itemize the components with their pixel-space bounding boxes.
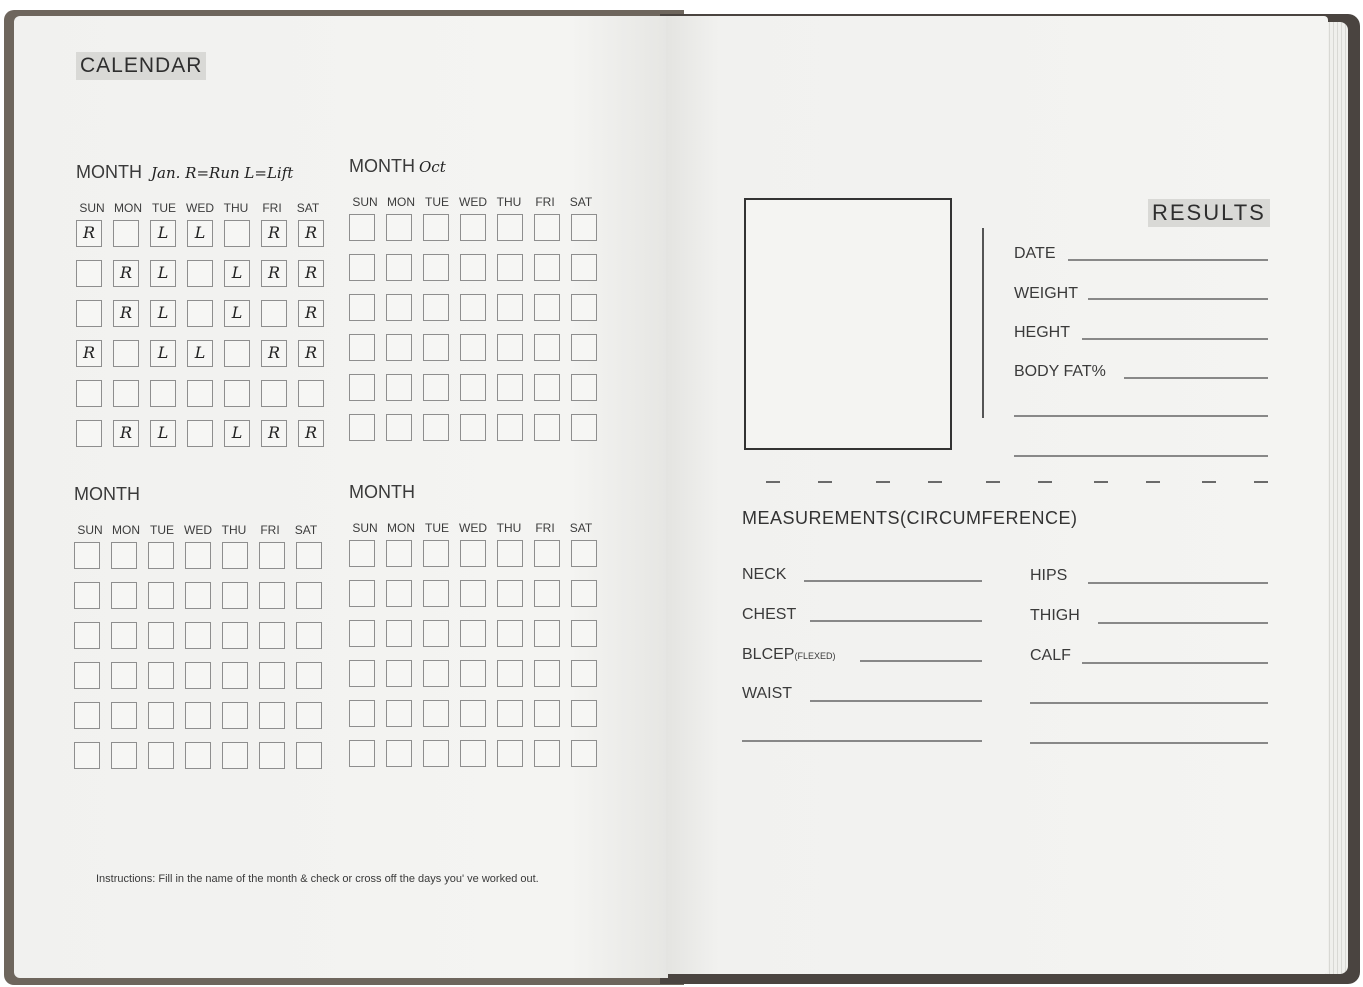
calendar-month-3 — [74, 484, 322, 769]
day-checkbox[interactable] — [187, 380, 213, 407]
day-checkbox[interactable]: L — [150, 220, 176, 247]
day-name: MON — [387, 521, 415, 535]
measurements-title: MEASUREMENTS(CIRCUMFERENCE) — [742, 508, 1078, 528]
day-checkbox[interactable] — [349, 700, 375, 727]
day-name: SUN — [79, 201, 105, 215]
day-checkbox[interactable] — [150, 380, 176, 407]
day-checkbox[interactable] — [148, 542, 174, 569]
day-checkbox[interactable] — [460, 414, 486, 441]
day-checkbox[interactable] — [349, 540, 375, 567]
day-checkbox[interactable] — [386, 740, 412, 767]
bicep-note: (FLEXED) — [794, 651, 836, 661]
day-checkbox[interactable] — [76, 420, 102, 447]
day-checkbox[interactable] — [423, 254, 449, 281]
day-checkbox[interactable] — [349, 294, 375, 321]
day-checkbox[interactable]: L — [150, 300, 176, 327]
field-date: DATE — [1014, 245, 1056, 262]
day-checkbox[interactable] — [222, 582, 248, 609]
day-name: SAT — [569, 521, 593, 535]
calendar-month-2 — [349, 156, 597, 441]
dash-divider — [1202, 481, 1216, 483]
month-heading — [349, 156, 597, 177]
field-thigh: THIGH — [1030, 607, 1080, 624]
day-name: SAT — [294, 523, 318, 537]
day-checkbox[interactable]: L — [187, 220, 213, 247]
extra-right-line-1 — [1030, 702, 1268, 704]
month-heading — [76, 162, 324, 183]
day-name: MON — [112, 523, 140, 537]
day-checkbox[interactable] — [460, 540, 486, 567]
day-checkbox[interactable] — [386, 254, 412, 281]
day-checkbox[interactable] — [74, 582, 100, 609]
day-checkbox[interactable] — [187, 420, 213, 447]
day-checkbox[interactable] — [296, 542, 322, 569]
field-height: HEGHT — [1014, 324, 1070, 341]
day-checkbox[interactable] — [185, 742, 211, 769]
day-grid — [74, 542, 322, 769]
day-checkbox[interactable] — [497, 254, 523, 281]
day-checkbox[interactable] — [111, 662, 137, 689]
day-checkbox[interactable] — [224, 220, 250, 247]
day-checkbox[interactable]: R — [113, 420, 139, 447]
dash-divider — [1146, 481, 1160, 483]
day-checkbox[interactable] — [148, 742, 174, 769]
day-name: SAT — [296, 201, 320, 215]
calendar-month-1 — [76, 162, 324, 447]
day-checkbox[interactable] — [74, 702, 100, 729]
day-name: WED — [184, 523, 212, 537]
day-checkbox[interactable] — [386, 660, 412, 687]
day-name: FRI — [260, 523, 280, 537]
day-checkbox[interactable] — [534, 540, 560, 567]
chest-line — [810, 620, 982, 622]
day-checkbox[interactable] — [386, 334, 412, 361]
field-calf: CALF — [1030, 647, 1071, 664]
day-name: SUN — [352, 195, 378, 209]
handwritten-month: Jan. R=Run L=Lift — [151, 164, 294, 182]
day-checkbox[interactable] — [113, 380, 139, 407]
day-checkbox[interactable] — [534, 254, 560, 281]
day-checkbox[interactable]: R — [298, 220, 324, 247]
day-checkbox[interactable] — [349, 254, 375, 281]
day-checkbox[interactable] — [460, 214, 486, 241]
day-checkbox[interactable] — [185, 702, 211, 729]
day-checkbox[interactable] — [113, 340, 139, 367]
month-heading — [349, 482, 597, 503]
day-checkbox[interactable] — [423, 294, 449, 321]
day-checkbox[interactable] — [497, 580, 523, 607]
day-checkbox[interactable] — [460, 700, 486, 727]
day-name: FRI — [262, 201, 282, 215]
day-checkbox[interactable] — [148, 662, 174, 689]
day-checkbox[interactable] — [460, 660, 486, 687]
neck-line — [804, 580, 982, 582]
calendar-month-4 — [349, 482, 597, 767]
day-name: WED — [186, 201, 214, 215]
day-checkbox[interactable] — [76, 300, 102, 327]
day-checkbox[interactable] — [497, 414, 523, 441]
dash-divider — [986, 481, 1000, 483]
dash-divider — [1254, 481, 1268, 483]
day-checkbox[interactable] — [386, 374, 412, 401]
day-checkbox[interactable] — [497, 334, 523, 361]
day-checkbox[interactable] — [259, 622, 285, 649]
instructions-text: Instructions: Fill in the name of the month & check or cross off the days you' ve worked out. — [96, 873, 539, 885]
day-checkbox[interactable] — [349, 334, 375, 361]
day-checkbox[interactable] — [148, 622, 174, 649]
day-checkbox[interactable] — [148, 702, 174, 729]
day-checkbox[interactable] — [423, 620, 449, 647]
day-checkbox[interactable] — [571, 374, 597, 401]
day-name: THU — [496, 521, 522, 535]
dash-divider — [818, 481, 832, 483]
day-checkbox[interactable] — [386, 580, 412, 607]
divider-line — [982, 228, 984, 418]
day-checkbox[interactable]: R — [261, 340, 287, 367]
day-checkbox[interactable] — [261, 300, 287, 327]
handwritten-month: Oct — [419, 158, 446, 176]
day-name: THU — [223, 201, 249, 215]
day-checkbox[interactable]: R — [261, 220, 287, 247]
day-checkbox[interactable] — [296, 702, 322, 729]
day-checkbox[interactable] — [74, 742, 100, 769]
day-checkbox[interactable] — [497, 374, 523, 401]
day-checkbox[interactable] — [349, 374, 375, 401]
day-checkbox[interactable] — [261, 380, 287, 407]
dash-divider — [928, 481, 942, 483]
day-name: FRI — [535, 521, 555, 535]
day-checkbox[interactable] — [460, 374, 486, 401]
field-hips: HIPS — [1030, 567, 1068, 584]
day-checkbox[interactable] — [423, 374, 449, 401]
day-checkbox[interactable] — [571, 580, 597, 607]
day-checkbox[interactable]: R — [261, 420, 287, 447]
day-checkbox[interactable] — [259, 702, 285, 729]
day-checkbox[interactable] — [497, 740, 523, 767]
dash-divider — [1038, 481, 1052, 483]
right-page — [666, 16, 1328, 974]
day-checkbox[interactable] — [571, 620, 597, 647]
date-line — [1068, 259, 1268, 261]
day-checkbox[interactable] — [296, 622, 322, 649]
day-checkbox[interactable] — [460, 334, 486, 361]
day-checkbox[interactable] — [534, 334, 560, 361]
day-checkbox[interactable] — [423, 414, 449, 441]
day-checkbox[interactable] — [571, 540, 597, 567]
day-checkbox[interactable] — [222, 702, 248, 729]
day-checkbox[interactable] — [222, 622, 248, 649]
day-checkbox[interactable] — [185, 542, 211, 569]
month-label: MONTH — [349, 156, 415, 176]
bicep-label: BLCEP — [742, 646, 795, 663]
day-checkbox[interactable] — [460, 254, 486, 281]
day-grid — [76, 220, 324, 447]
day-checkbox[interactable] — [534, 740, 560, 767]
day-checkbox[interactable] — [571, 660, 597, 687]
extra-line-2 — [1014, 455, 1268, 457]
day-checkbox[interactable] — [386, 294, 412, 321]
thigh-line — [1098, 622, 1268, 624]
day-checkbox[interactable] — [349, 214, 375, 241]
day-checkbox[interactable] — [534, 580, 560, 607]
day-checkbox[interactable] — [423, 540, 449, 567]
day-name: TUE — [425, 195, 449, 209]
day-checkbox[interactable] — [386, 214, 412, 241]
day-checkbox[interactable] — [259, 662, 285, 689]
day-checkbox[interactable]: R — [76, 220, 102, 247]
hips-line — [1088, 582, 1268, 584]
day-checkbox[interactable] — [74, 662, 100, 689]
extra-right-line-2 — [1030, 742, 1268, 744]
day-name: SUN — [77, 523, 103, 537]
waist-line — [810, 700, 982, 702]
weight-line — [1088, 298, 1268, 300]
day-checkbox[interactable] — [76, 260, 102, 287]
day-checkbox[interactable] — [497, 294, 523, 321]
day-checkbox[interactable] — [222, 662, 248, 689]
day-checkbox[interactable]: R — [261, 260, 287, 287]
day-names-row — [76, 201, 324, 215]
day-checkbox[interactable] — [259, 542, 285, 569]
height-line — [1082, 338, 1268, 340]
day-checkbox[interactable] — [571, 740, 597, 767]
day-checkbox[interactable] — [349, 620, 375, 647]
day-grid — [349, 214, 597, 441]
dash-divider — [766, 481, 780, 483]
day-name: THU — [221, 523, 247, 537]
day-checkbox[interactable] — [534, 374, 560, 401]
day-checkbox[interactable] — [259, 742, 285, 769]
day-name: WED — [459, 521, 487, 535]
day-names-row — [349, 195, 597, 209]
day-checkbox[interactable] — [423, 660, 449, 687]
day-checkbox[interactable] — [460, 294, 486, 321]
day-checkbox[interactable] — [185, 582, 211, 609]
day-name: WED — [459, 195, 487, 209]
bicep-line — [860, 660, 982, 662]
day-checkbox[interactable] — [386, 700, 412, 727]
day-name: TUE — [425, 521, 449, 535]
day-checkbox[interactable]: R — [298, 300, 324, 327]
day-checkbox[interactable]: L — [224, 420, 250, 447]
day-checkbox[interactable] — [497, 620, 523, 647]
day-checkbox[interactable] — [74, 542, 100, 569]
day-checkbox[interactable] — [111, 742, 137, 769]
day-checkbox[interactable] — [571, 414, 597, 441]
day-checkbox[interactable] — [296, 742, 322, 769]
month-label: MONTH — [349, 482, 415, 502]
day-grid — [349, 540, 597, 767]
day-checkbox[interactable]: R — [298, 420, 324, 447]
day-checkbox[interactable] — [497, 540, 523, 567]
day-checkbox[interactable] — [74, 622, 100, 649]
day-name: MON — [114, 201, 142, 215]
day-checkbox[interactable] — [296, 582, 322, 609]
calendar-title: CALENDAR — [76, 52, 206, 80]
day-checkbox[interactable] — [298, 380, 324, 407]
day-checkbox[interactable] — [187, 260, 213, 287]
day-checkbox[interactable] — [349, 660, 375, 687]
day-name: SUN — [352, 521, 378, 535]
day-names-row — [74, 523, 322, 537]
day-checkbox[interactable] — [148, 582, 174, 609]
day-checkbox[interactable] — [111, 622, 137, 649]
field-bicep — [742, 646, 835, 664]
day-checkbox[interactable] — [497, 660, 523, 687]
day-name: THU — [496, 195, 522, 209]
day-checkbox[interactable] — [111, 582, 137, 609]
day-checkbox[interactable] — [423, 740, 449, 767]
day-checkbox[interactable]: L — [150, 340, 176, 367]
day-checkbox[interactable] — [534, 214, 560, 241]
day-checkbox[interactable]: L — [150, 420, 176, 447]
day-checkbox[interactable] — [386, 540, 412, 567]
day-checkbox[interactable]: R — [113, 260, 139, 287]
day-name: SAT — [569, 195, 593, 209]
day-checkbox[interactable] — [534, 700, 560, 727]
day-checkbox[interactable] — [423, 214, 449, 241]
calf-line — [1082, 662, 1268, 664]
day-checkbox[interactable] — [423, 580, 449, 607]
field-chest: CHEST — [742, 606, 797, 623]
day-checkbox[interactable]: R — [76, 340, 102, 367]
day-checkbox[interactable] — [386, 414, 412, 441]
day-checkbox[interactable] — [571, 334, 597, 361]
results-title: RESULTS — [1148, 199, 1270, 227]
day-checkbox[interactable] — [571, 294, 597, 321]
day-checkbox[interactable] — [185, 662, 211, 689]
day-checkbox[interactable] — [571, 254, 597, 281]
day-checkbox[interactable] — [222, 742, 248, 769]
field-neck: NECK — [742, 566, 787, 583]
dash-divider — [1094, 481, 1108, 483]
day-checkbox[interactable] — [571, 214, 597, 241]
day-checkbox[interactable] — [460, 620, 486, 647]
field-waist: WAIST — [742, 685, 793, 702]
day-checkbox[interactable] — [349, 580, 375, 607]
dash-divider — [876, 481, 890, 483]
day-checkbox[interactable] — [111, 542, 137, 569]
month-label: MONTH — [76, 162, 142, 182]
day-checkbox[interactable]: L — [224, 260, 250, 287]
day-name: TUE — [152, 201, 176, 215]
day-checkbox[interactable] — [534, 414, 560, 441]
day-checkbox[interactable]: L — [187, 340, 213, 367]
day-checkbox[interactable] — [423, 700, 449, 727]
day-checkbox[interactable] — [534, 660, 560, 687]
field-body-fat: BODY FAT% — [1014, 363, 1106, 380]
day-checkbox[interactable] — [259, 582, 285, 609]
day-checkbox[interactable] — [386, 620, 412, 647]
day-checkbox[interactable] — [76, 380, 102, 407]
day-checkbox[interactable] — [111, 702, 137, 729]
extra-left-line — [742, 740, 982, 742]
day-name: MON — [387, 195, 415, 209]
extra-line-1 — [1014, 415, 1268, 417]
day-checkbox[interactable] — [497, 214, 523, 241]
day-checkbox[interactable] — [460, 580, 486, 607]
day-checkbox[interactable] — [534, 294, 560, 321]
month-heading — [74, 484, 322, 505]
day-checkbox[interactable] — [423, 334, 449, 361]
day-checkbox[interactable]: L — [150, 260, 176, 287]
day-checkbox[interactable] — [224, 340, 250, 367]
day-checkbox[interactable] — [296, 662, 322, 689]
day-checkbox[interactable] — [534, 620, 560, 647]
day-checkbox[interactable] — [349, 414, 375, 441]
photo-box — [744, 198, 952, 450]
day-checkbox[interactable] — [349, 740, 375, 767]
day-names-row — [349, 521, 597, 535]
day-name: FRI — [535, 195, 555, 209]
day-name: TUE — [150, 523, 174, 537]
day-checkbox[interactable] — [460, 740, 486, 767]
day-checkbox[interactable] — [222, 542, 248, 569]
day-checkbox[interactable]: R — [298, 260, 324, 287]
month-label: MONTH — [74, 484, 140, 504]
day-checkbox[interactable]: R — [298, 340, 324, 367]
day-checkbox[interactable] — [113, 220, 139, 247]
day-checkbox[interactable]: L — [224, 300, 250, 327]
day-checkbox[interactable]: R — [113, 300, 139, 327]
day-checkbox[interactable] — [224, 380, 250, 407]
day-checkbox[interactable] — [187, 300, 213, 327]
day-checkbox[interactable] — [497, 700, 523, 727]
field-weight: WEIGHT — [1014, 285, 1078, 302]
day-checkbox[interactable] — [185, 622, 211, 649]
body-fat-line — [1124, 377, 1268, 379]
day-checkbox[interactable] — [571, 700, 597, 727]
